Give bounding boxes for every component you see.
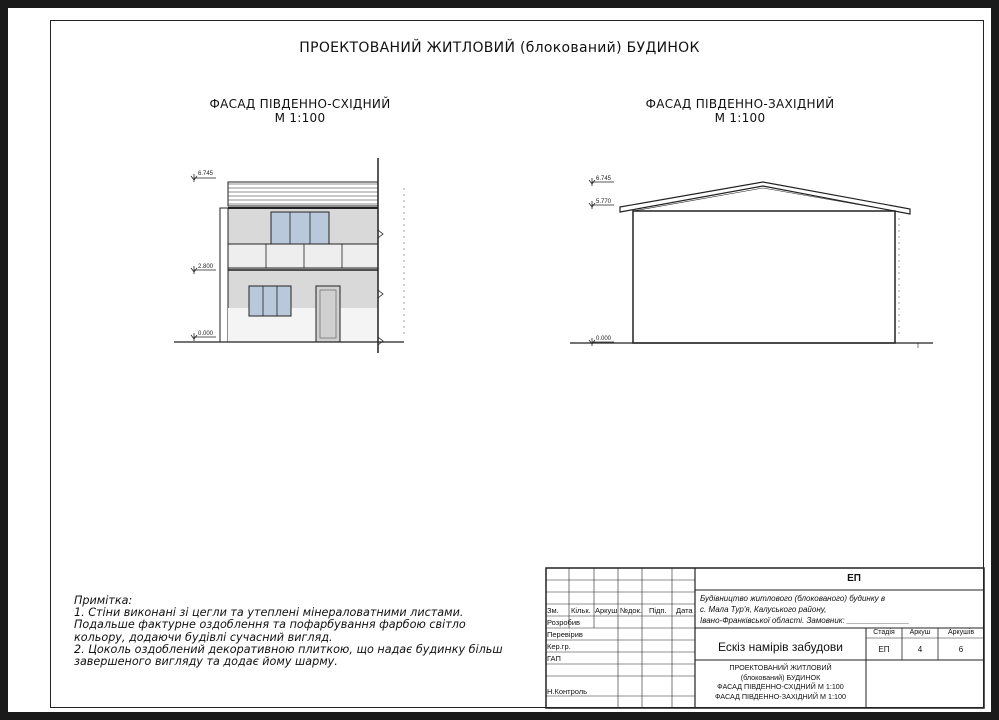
facade-sw-name: ФАСАД ПІВДЕННО-ЗАХІДНИЙ bbox=[645, 97, 835, 111]
title-block-code: ЕП bbox=[847, 573, 861, 584]
facade-sw-drawing bbox=[570, 176, 933, 348]
project-desc-line: Івано-Франківської області. Замовник: ______________ bbox=[700, 616, 910, 625]
stage-value: ЕП bbox=[878, 645, 890, 654]
role-ker-gr: Кер.гр. bbox=[547, 642, 571, 651]
notes-block bbox=[74, 595, 503, 668]
facade-se-drawing bbox=[174, 158, 404, 353]
sw-level-ground: 0.000 bbox=[596, 336, 612, 342]
notes-line: 1. Стіни виконані зі цегли та утеплені мінераловатними листами. bbox=[74, 606, 464, 620]
stage-label: Стадія bbox=[873, 629, 895, 636]
role-perevirv: Перевірив bbox=[547, 630, 583, 639]
drawing-description bbox=[695, 663, 866, 701]
sheet-value: 4 bbox=[917, 645, 923, 654]
col-kilk: Кільк. bbox=[571, 606, 591, 615]
drawing-desc-line: ФАСАД ПІВДЕННО-СХІДНИЙ М 1:100 bbox=[717, 682, 844, 691]
sheets-value: 6 bbox=[958, 645, 964, 654]
project-desc-line: с. Мала Тур'я, Калуського району, bbox=[700, 605, 827, 614]
col-data: Дата bbox=[676, 606, 693, 615]
notes-line: Подальше фактурне оздоблення та пофарбування фарбою світло bbox=[74, 618, 466, 632]
notes-line: кольору, додаючи будівлі сучасний вигляд. bbox=[74, 630, 333, 644]
sheets-label: Аркушів bbox=[947, 629, 975, 636]
facade-se-scale: М 1:100 bbox=[274, 111, 326, 125]
facade-se-name: ФАСАД ПІВДЕННО-СХІДНИЙ bbox=[209, 97, 391, 111]
notes-heading: Примітка: bbox=[74, 594, 133, 607]
project-desc-line: Будівництво житлового (блокованого) будинку в bbox=[700, 594, 885, 603]
project-description bbox=[700, 593, 909, 626]
drawing-desc-line: ФАСАД ПІВДЕННО-ЗАХІДНИЙ М 1:100 bbox=[715, 691, 846, 701]
col-arkush: Аркуш bbox=[595, 606, 618, 615]
sheet-name: Ескіз намірів забудови bbox=[717, 640, 844, 654]
facade-sw-scale: М 1:100 bbox=[714, 111, 766, 125]
sheet-label: Аркуш bbox=[909, 629, 931, 636]
role-gap: ГАП bbox=[547, 654, 561, 663]
notes-line: 2. Цоколь оздоблений декоративною плиткою, що надає будинку більш bbox=[74, 642, 503, 656]
role-rozrobyv: Розробив bbox=[547, 618, 581, 627]
se-level-ground: 0.000 bbox=[198, 331, 214, 337]
role-n-kontrol: Н.Контроль bbox=[547, 687, 588, 696]
drawing-title: ПРОЕКТОВАНИЙ ЖИТЛОВИЙ (блокований) БУДИНОК bbox=[299, 40, 700, 56]
col-ndoc: №док. bbox=[620, 606, 642, 615]
sw-level-top: 6.745 bbox=[596, 176, 612, 182]
drawing-sheet bbox=[8, 8, 991, 712]
notes-line: завершеного вигляду та додає йому шарму. bbox=[74, 655, 338, 669]
col-pidp: Підп. bbox=[649, 606, 667, 615]
se-level-top: 6.745 bbox=[198, 171, 214, 177]
drawing-desc-line: ПРОЕКТОВАНИЙ ЖИТЛОВИЙ bbox=[729, 663, 832, 672]
col-zm: Зм. bbox=[547, 606, 559, 615]
drawing-desc-line: (блокований) БУДИНОК bbox=[740, 672, 821, 682]
se-level-mid: 2.800 bbox=[198, 264, 214, 270]
sw-level-eave: 5.770 bbox=[596, 199, 612, 205]
